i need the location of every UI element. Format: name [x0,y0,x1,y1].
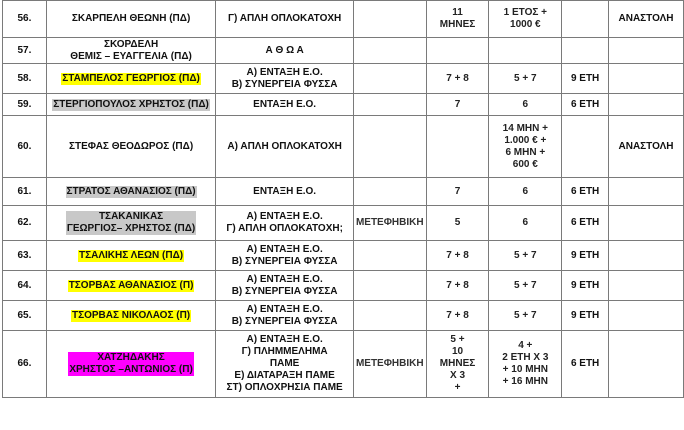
instance-cell [353,301,426,331]
cell-line: 6 ΜΗΝ + [505,146,546,158]
sentences-table [2,0,684,398]
cell-line: 5 + 7 [514,309,537,321]
cell-line: Β) ΣΥΝΕΡΓΕΙΑ ΦΥΣΣΑ [231,78,338,90]
cell-line: 10 [451,346,464,357]
total-sentence-cell: 6 ΕΤΗ [562,178,609,206]
cell-line: 6 [522,185,529,197]
table-row [3,241,684,271]
cell-line: ΧΡΗΣΤΟΣ –ΑΝΤΩΝΙΟΣ (Π) [69,364,193,375]
cell-line: 5 [454,217,461,228]
first-sentence-cell [426,116,489,178]
charges-cell [216,206,354,241]
cell-line: ΕΝΤΑΞΗ Ε.Ο. [253,98,317,110]
second-sentence-cell [489,178,562,206]
cell-line: 11 [452,7,463,18]
cell-line: 7 + 8 [446,249,469,261]
total-sentence-cell [562,1,609,38]
cell-line: ΤΣΑΚΑΝΙΚΑΣ [98,211,164,222]
total-sentence-cell [562,38,609,64]
total-sentence-cell: 9 ΕΤΗ [562,301,609,331]
cell-line: ΣΤΑΜΠΕΛΟΣ ΓΕΩΡΓΙΟΣ (ΠΔ) [62,72,200,84]
cell-line: 1 ΕΤΟΣ + [503,7,547,18]
cell-line: 1.000 € + [504,134,547,146]
cell-line: ΧΑΤΖΗΔΑΚΗΣ [97,352,165,363]
charges-cell [216,116,354,178]
defendant-name-cell [46,178,215,206]
first-sentence-cell [426,1,489,38]
total-sentence-cell: 6 ΕΤΗ [562,331,609,398]
second-sentence-cell [489,241,562,271]
table-body [3,1,684,398]
cell-line: ΤΣΟΡΒΑΣ ΝΙΚΟΛΑΟΣ (Π) [72,309,191,321]
cell-line: Γ) ΑΠΛΗ ΟΠΛΟΚΑΤΟΧΗ [227,13,342,24]
cell-line: Β) ΣΥΝΕΡΓΕΙΑ ΦΥΣΣΑ [231,285,338,297]
cell-line: ΜΗΝΕΣ [439,19,476,30]
cell-line: Ε) ΔΙΑΤΑΡΑΞΗ ΠΑΜΕ [234,370,335,381]
second-sentence-cell [489,94,562,116]
charges-cell [216,94,354,116]
row-number-cell: 60. [3,116,47,178]
defendant-name-cell [46,38,215,64]
defendant-name-cell [46,271,215,301]
total-sentence-cell: 9 ΕΤΗ [562,241,609,271]
charges-cell [216,271,354,301]
charges-cell [216,178,354,206]
instance-cell: ΜΕΤΕΦΗΒΙΚΗ [353,206,426,241]
instance-cell: ΜΕΤΕΦΗΒΙΚΗ [353,331,426,398]
cell-line: 7 [454,98,461,110]
first-sentence-cell [426,331,489,398]
instance-cell [353,38,426,64]
table-row [3,178,684,206]
cell-line: Γ) ΑΠΛΗ ΟΠΛΟΚΑΤΟΧΗ; [226,223,343,234]
table-row [3,38,684,64]
cell-line: 5 + 7 [514,279,537,291]
cell-line: Α) ΕΝΤΑΞΗ Ε.Ο. [246,334,323,345]
second-sentence-cell [489,331,562,398]
second-sentence-cell [489,271,562,301]
row-number-cell: 61. [3,178,47,206]
cell-line: Β) ΣΥΝΕΡΓΕΙΑ ΦΥΣΣΑ [231,255,338,267]
table-row [3,116,684,178]
cell-line: ΠΑΜΕ [269,358,300,369]
cell-line: Β) ΣΥΝΕΡΓΕΙΑ ΦΥΣΣΑ [231,315,338,327]
first-sentence-cell [426,64,489,94]
charges-cell [216,301,354,331]
cell-line: Χ 3 [450,370,466,381]
total-sentence-cell: 9 ΕΤΗ [562,271,609,301]
defendant-name-cell [46,94,215,116]
charges-cell [216,241,354,271]
status-cell: ΑΝΑΣΤΟΛΗ [609,116,684,178]
cell-line: Α) ΕΝΤΑΞΗ Ε.Ο. [246,273,323,285]
row-number-cell: 58. [3,64,47,94]
table-row [3,271,684,301]
cell-line: 7 [454,185,461,197]
cell-line: ΣΚΑΡΠΕΛΗ ΘΕΩΝΗ (ΠΔ) [71,13,191,24]
cell-line: 4 + [518,340,533,351]
status-cell [609,301,684,331]
row-number-cell: 56. [3,1,47,38]
row-number-cell: 65. [3,301,47,331]
cell-line: 5 + 7 [514,72,537,84]
cell-line: ΣΚΟΡΔΕΛΗ [103,38,159,50]
cell-line: 1000 € [510,19,541,30]
instance-cell [353,64,426,94]
row-number-cell: 66. [3,331,47,398]
charges-cell [216,64,354,94]
first-sentence-cell [426,241,489,271]
cell-line: + 16 ΜΗΝ [502,376,548,387]
cell-line: Α Θ Ω Α [265,44,304,56]
charges-cell [216,331,354,398]
instance-cell [353,1,426,38]
cell-line: 5 + 7 [514,249,537,261]
defendant-name-cell [46,116,215,178]
charges-cell [216,38,354,64]
cell-line: ΣΤΕΡΓΙΟΠΟΥΛΟΣ ΧΡΗΣΤΟΣ (ΠΔ) [53,98,209,110]
cell-line: 6 [522,217,529,228]
cell-line: Γ) ΠΛΗΜΜΕΛΗΜΑ [241,346,328,357]
table-row [3,64,684,94]
cell-line: 2 ΕΤΗ Χ 3 [502,352,549,363]
cell-line: Α) ΕΝΤΑΞΗ Ε.Ο. [246,66,323,78]
instance-cell [353,116,426,178]
defendant-name-cell [46,301,215,331]
row-number-cell: 57. [3,38,47,64]
cell-line: ΣΤ) ΟΠΛΟΧΡΗΣΙΑ ΠΑΜΕ [226,382,343,393]
cell-line: Α) ΑΠΛΗ ΟΠΛΟΚΑΤΟΧΗ [227,140,342,152]
cell-line: ΜΗΝΕΣ [439,358,476,369]
status-cell [609,38,684,64]
instance-cell [353,178,426,206]
total-sentence-cell: 6 ΕΤΗ [562,206,609,241]
table-row [3,301,684,331]
status-cell [609,178,684,206]
total-sentence-cell: 9 ΕΤΗ [562,64,609,94]
cell-line: Α) ΕΝΤΑΞΗ Ε.Ο. [246,303,323,315]
first-sentence-cell [426,94,489,116]
row-number-cell: 63. [3,241,47,271]
row-number-cell: 59. [3,94,47,116]
row-number-cell: 62. [3,206,47,241]
cell-line: 14 ΜΗΝ + [502,122,548,134]
second-sentence-cell [489,116,562,178]
cell-line: ΣΤΕΦΑΣ ΘΕΟΔΩΡΟΣ (ΠΔ) [68,140,194,152]
second-sentence-cell [489,206,562,241]
cell-line: 7 + 8 [446,72,469,84]
first-sentence-cell [426,271,489,301]
cell-line: 7 + 8 [446,309,469,321]
status-cell [609,206,684,241]
defendant-name-cell [46,206,215,241]
total-sentence-cell [562,116,609,178]
defendant-name-cell [46,1,215,38]
cell-line: + 10 ΜΗΝ [502,364,548,375]
first-sentence-cell [426,178,489,206]
total-sentence-cell: 6 ΕΤΗ [562,94,609,116]
cell-line: 600 € [512,158,538,170]
first-sentence-cell [426,301,489,331]
status-cell [609,271,684,301]
cell-line: ΤΣΑΛΙΚΗΣ ΛΕΩΝ (ΠΔ) [79,249,184,261]
cell-line: 5 + [450,334,465,345]
table-row [3,1,684,38]
first-sentence-cell [426,38,489,64]
status-cell [609,94,684,116]
defendant-name-cell [46,64,215,94]
first-sentence-cell [426,206,489,241]
table-row [3,331,684,398]
cell-line: Α) ΕΝΤΑΞΗ Ε.Ο. [246,211,323,222]
instance-cell [353,94,426,116]
defendant-name-cell [46,241,215,271]
cell-line: ΤΣΟΡΒΑΣ ΑΘΑΝΑΣΙΟΣ (Π) [68,279,194,291]
cell-line: + [454,382,461,393]
second-sentence-cell [489,64,562,94]
second-sentence-cell [489,38,562,64]
instance-cell [353,241,426,271]
status-cell [609,241,684,271]
table-row [3,94,684,116]
second-sentence-cell [489,301,562,331]
instance-cell [353,271,426,301]
status-cell [609,331,684,398]
cell-line: ΕΝΤΑΞΗ Ε.Ο. [253,185,317,197]
second-sentence-cell [489,1,562,38]
cell-line: Α) ΕΝΤΑΞΗ Ε.Ο. [246,243,323,255]
cell-line: ΣΤΡΑΤΟΣ ΑΘΑΝΑΣΙΟΣ (ΠΔ) [66,185,196,197]
cell-line: ΘΕΜΙΣ – ΕΥΑΓΓΕΛΙΑ (ΠΔ) [70,50,192,62]
defendant-name-cell [46,331,215,398]
cell-line: 7 + 8 [446,279,469,291]
table-row [3,206,684,241]
cell-line: 6 [522,98,529,110]
status-cell [609,64,684,94]
cell-line: ΓΕΩΡΓΙΟΣ– ΧΡΗΣΤΟΣ (ΠΔ) [66,223,196,234]
row-number-cell: 64. [3,271,47,301]
charges-cell [216,1,354,38]
status-cell: ΑΝΑΣΤΟΛΗ [609,1,684,38]
